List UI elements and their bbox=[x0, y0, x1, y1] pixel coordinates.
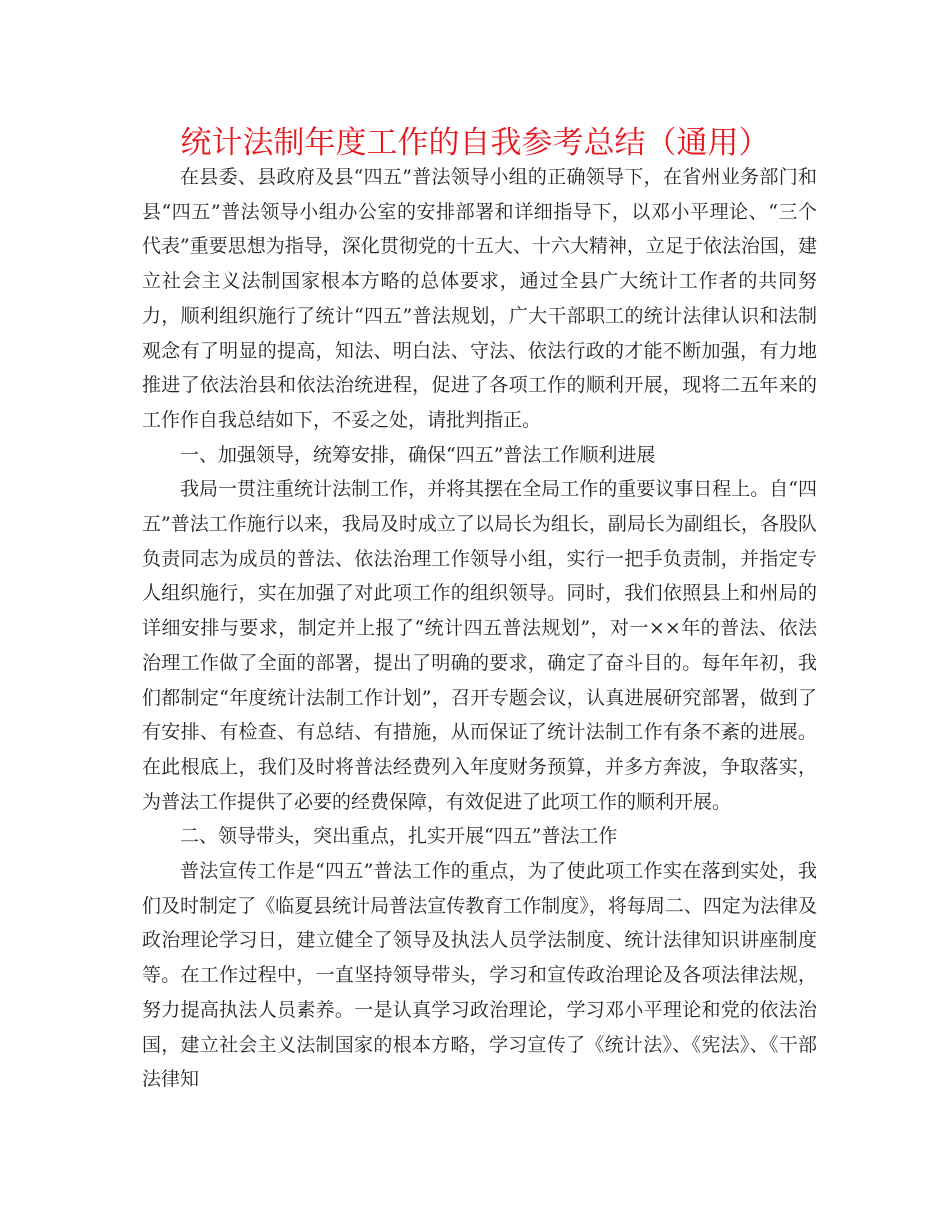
section-heading-2: 二、领导带头，突出重点，扎实开展“四五”普法工作 bbox=[180, 825, 618, 848]
paragraph-section-2: 普法宣传工作是“四五”普法工作的重点，为了使此项工作实在落到实处，我们及时制定了《临夏县统计局普法宣传教育工作制度》，将每周二、四定为法律及政治理论学习日，建立健全了领导及执法人员学法制度、统计法律知识讲座制度等。在工作过程中，一直坚持领导带头，学习和宣传政治理论及各项法律法规，努力提高执法人员素养。一是认真学习政治理论，学习邓小平理论和党的依法治国，建立社会主义法制国家的根本方略，学习宣传了《统计法》、《宪法》、《干部法律知 bbox=[142, 860, 817, 1091]
section-heading-1: 一、加强领导，统筹安排，确保“四五”普法工作顺利进展 bbox=[180, 443, 656, 466]
document-title: 统计法制年度工作的自我参考总结（通用） bbox=[180, 125, 770, 161]
paragraph-section-1: 我局一贯注重统计法制工作，并将其摆在全局工作的重要议事日程上。自“四五”普法工作施行以来，我局及时成立了以局长为组长，副局长为副组长，各股队负责同志为成员的普法、依法治理工作领导小组，实行一把手负责制，并指定专人组织施行，实在加强了对此项工作的组织领导。同时，我们依照县上和州局的详细安排与要求，制定并上报了“统计四五普法规划”，对一××年的普法、依法治理工作做了全面的部署，提出了明确的要求，确定了奋斗目的。每年年初，我们都制定“年度统计法制工作计划”，召开专题会议，认真进展研究部署，做到了有安排、有检查、有总结、有措施，从而保证了统计法制工作有条不紊的进展。在此根底上，我们及时将普法经费列入年度财务预算，并多方奔波，争取落实，为普法工作提供了必要的经费保障，有效促进了此项工作的顺利开展。 bbox=[142, 478, 817, 813]
document-body bbox=[142, 160, 817, 1097]
paragraph-intro: 在县委、县政府及县“四五”普法领导小组的正确领导下，在省州业务部门和县“四五”普法领导小组办公室的安排部署和详细指导下，以邓小平理论、“三个代表”重要思想为指导，深化贯彻党的十五大、十六大精神，立足于依法治国，建立社会主义法制国家根本方略的总体要求，通过全县广大统计工作者的共同努力，顺利组织施行了统计“四五”普法规划，广大干部职工的统计法律认识和法制观念有了明显的提高，知法、明白法、守法、依法行政的才能不断加强，有力地推进了依法治县和依法治统进程，促进了各项工作的顺利开展，现将二五年来的工作作自我总结如下，不妥之处，请批判指正。 bbox=[142, 166, 817, 431]
